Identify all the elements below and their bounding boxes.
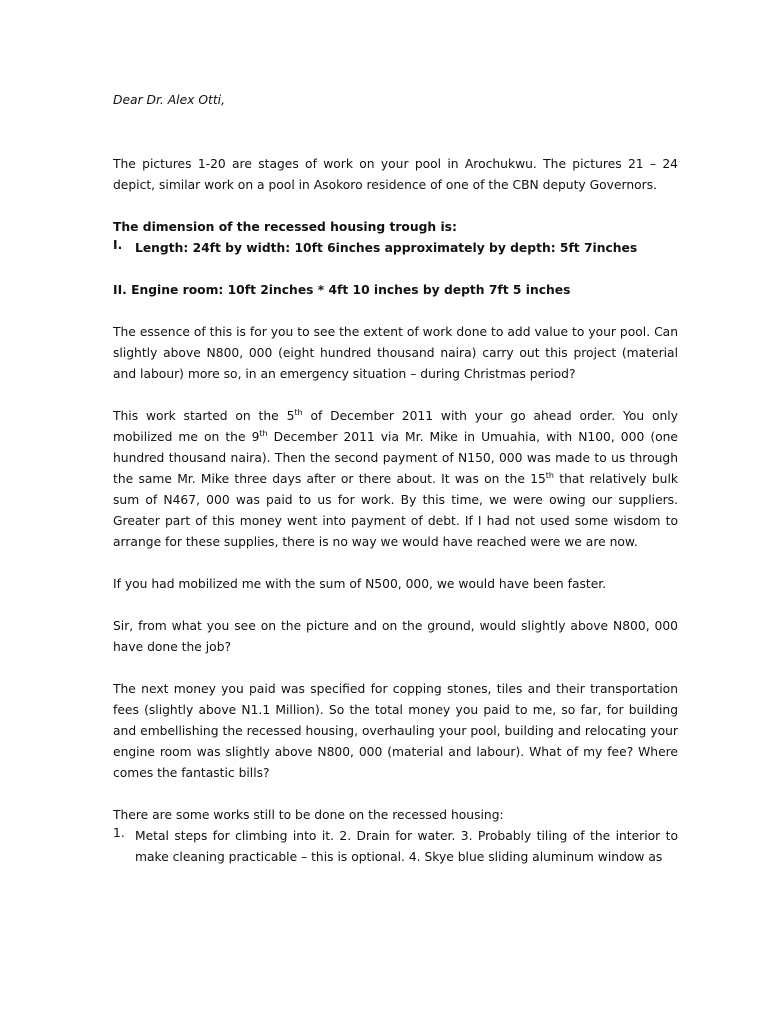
paragraph-payments: The next money you paid was specified for copping stones, tiles and their transportation fees (slightly above N1.1 Million). So the total money you paid to me, so far, for building and embellishing the recessed housing, overhauling your pool, building and relocating your engine room was slightly above N800, 000 (material and labour). What of my fee? Where comes the fantastic bills? [113, 682, 678, 780]
salutation: Dear Dr. Alex Otti, [113, 93, 225, 107]
work-started-text-b: of December 2011 with your go ahead order. You only mobilized me on the 9 [113, 409, 678, 444]
dimension-item-i-number: I. [113, 238, 123, 252]
dimension-item-i [113, 238, 678, 259]
letter-body [113, 90, 678, 868]
dimension-item-i-text: Length: 24ft by width: 10ft 6inches approximately by depth: 5ft 7inches [135, 241, 638, 255]
paragraph-question: Sir, from what you see on the picture and on the ground, would slightly above N800, 000 have done the job? [113, 619, 678, 654]
paragraph-mobilized: If you had mobilized me with the sum of N500, 000, we would have been faster. [113, 577, 607, 591]
paragraph-essence: The essence of this is for you to see the extent of work done to add value to your pool. Can slightly above N800, 000 (eight hundred thousand naira) carry out this project (material and labour) more so, in an emergency situation – during Christmas period? [113, 325, 678, 381]
list-item-number: 1. [113, 826, 125, 840]
work-started-text-a: This work started on the 5 [113, 409, 295, 423]
work-started-text-c: December 2011 via Mr. Mike in Umuahia, with N100, 000 (one hundred thousand naira). Then the second payment of N150, 000 was made to us through the same Mr. Mike three days after or there about. It was on the 15 [113, 430, 678, 486]
list-item [113, 826, 678, 868]
ordinal-suffix: th [259, 428, 268, 438]
list-item-text: Metal steps for climbing into it. 2. Drain for water. 3. Probably tiling of the interior to make cleaning practicable – this is optional. 4. Skye blue sliding aluminum window as [135, 829, 678, 864]
work-started-text-d: that relatively bulk sum of N467, 000 was paid to us for work. By this time, we were owing our suppliers. Greater part of this money went into payment of debt. If I had not used some wisdom to arrange for these supplies, there is no way we would have reached were we are now. [113, 472, 678, 549]
dimension-item-ii: II. Engine room: 10ft 2inches * 4ft 10 inches by depth 7ft 5 inches [113, 283, 571, 297]
paragraph-work-started [113, 406, 678, 553]
ordinal-suffix: th [545, 470, 555, 480]
dimension-heading: The dimension of the recessed housing trough is: [113, 220, 457, 234]
paragraph-pictures: The pictures 1-20 are stages of work on your pool in Arochukwu. The pictures 21 – 24 depict, similar work on a pool in Asokoro residence of one of the CBN deputy Governors. [113, 157, 678, 192]
paragraph-remaining-works: There are some works still to be done on the recessed housing: [113, 808, 504, 822]
ordinal-suffix: th [294, 407, 303, 417]
